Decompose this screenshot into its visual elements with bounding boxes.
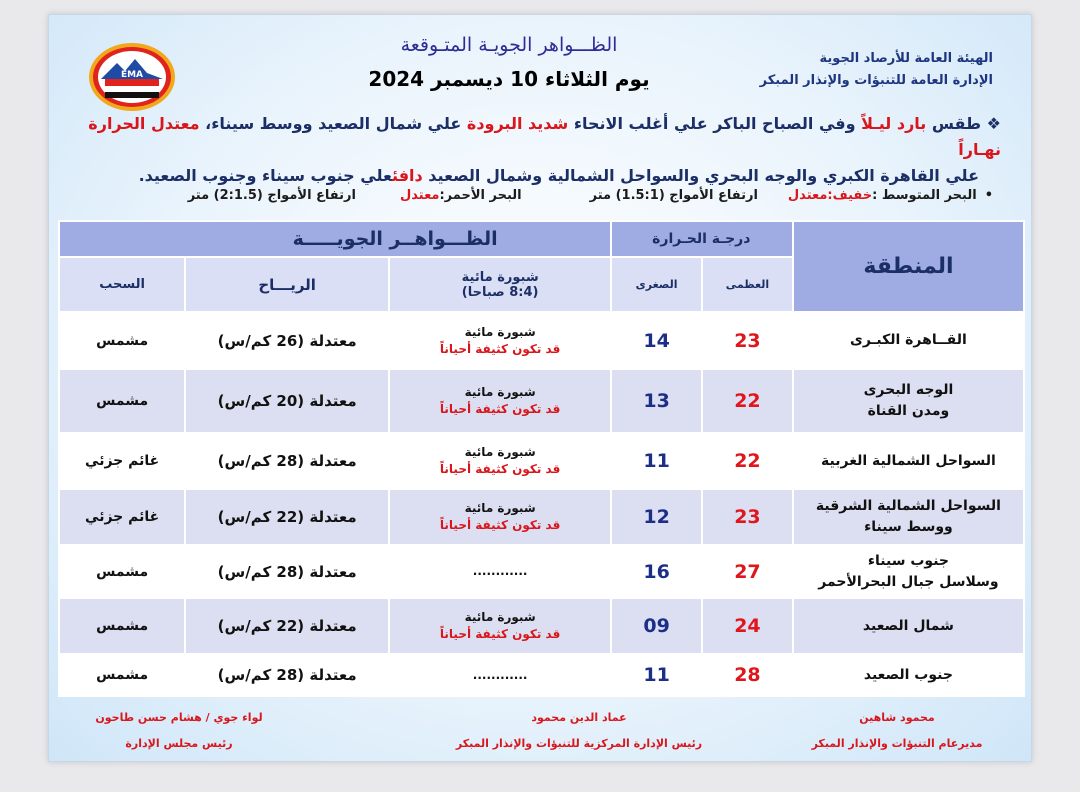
max-temp-cell: 22 — [702, 433, 793, 489]
forecast-sheet — [48, 14, 1032, 762]
fog-cell — [389, 545, 611, 598]
signatory-name: عماد الدين محمود — [531, 711, 627, 724]
region-cell — [793, 489, 1024, 545]
wind-cell: معتدلة (28 كم/س) — [185, 545, 389, 598]
table-row — [59, 369, 1024, 433]
weather-summary — [81, 111, 1001, 189]
cloud-cell: مشمس — [59, 598, 185, 654]
wind-cell: معتدلة (22 كم/س) — [185, 598, 389, 654]
med-sea-state: خفيف:معتدل — [787, 188, 873, 203]
summary-highlight: دافئ — [392, 166, 423, 185]
fog-text: شبورة مائية — [464, 501, 536, 515]
table-row — [59, 312, 1024, 369]
org-department: الإدارة العامة للتنبؤات والإنذار المبكر — [759, 73, 993, 88]
signature-right — [777, 705, 1017, 757]
med-sea-label: البحر المتوسط : — [872, 188, 977, 203]
fog-text: شبورة مائية — [464, 324, 536, 339]
region-name: القــاهرة الكبـرى — [850, 332, 967, 348]
fog-header — [389, 257, 611, 312]
region-name: شمال الصعيد — [862, 617, 954, 634]
phenomena-header: الظـــواهــر الجويـــــة — [59, 221, 611, 257]
min-temp-header: الصغرى — [611, 257, 702, 312]
table-row — [59, 489, 1024, 545]
fog-text: ............ — [472, 564, 528, 578]
table-row — [59, 598, 1024, 654]
fog-cell — [389, 433, 611, 489]
summary-line-2 — [81, 163, 1001, 189]
region-cell — [793, 369, 1024, 433]
forecast-table — [58, 220, 1025, 697]
wind-header: الريـــاح — [185, 257, 389, 312]
region-name: جنوب الصعيد — [863, 666, 953, 683]
temperature-header: درجـة الحـرارة — [611, 221, 793, 257]
sea-state-line — [73, 188, 993, 203]
fog-note: قد تكون كثيفة أحياناً — [439, 341, 561, 356]
min-temp-cell: 11 — [611, 433, 702, 489]
min-temp-cell: 09 — [611, 598, 702, 654]
table-row — [59, 545, 1024, 598]
region-cell — [793, 312, 1024, 369]
signatory-name: محمود شاهين — [859, 711, 935, 724]
red-sea-label: البحر الأحمر: — [439, 188, 522, 203]
region-name: الوجه البحرى — [863, 382, 954, 398]
organization-block — [693, 48, 993, 92]
region-name-2: ووسط سيناء — [864, 519, 953, 535]
fog-cell — [389, 369, 611, 433]
table-row — [59, 433, 1024, 489]
fog-text: شبورة مائية — [464, 385, 536, 399]
region-name-2: ومدن القناة — [867, 403, 950, 419]
max-temp-cell: 27 — [702, 545, 793, 598]
region-name: السواحل الشمالية الغربية — [821, 452, 996, 469]
region-name: السواحل الشمالية الشرقية — [815, 498, 1001, 514]
fog-note: قد تكون كثيفة أحياناً — [439, 627, 561, 641]
min-temp-cell: 12 — [611, 489, 702, 545]
org-name: الهيئة العامة للأرصاد الجوية — [819, 51, 993, 66]
fog-note: قد تكون كثيفة أحياناً — [439, 518, 561, 532]
summary-text: علي شمال الصعيد ووسط سيناء، — [199, 114, 467, 133]
logo-text: EMA — [120, 70, 144, 80]
summary-line-1 — [81, 111, 1001, 163]
cloud-cell: مشمس — [59, 545, 185, 598]
region-name: جنوب سيناء — [867, 552, 949, 569]
min-temp-cell: 16 — [611, 545, 702, 598]
min-temp-cell: 14 — [611, 312, 702, 369]
signature-left — [79, 705, 279, 757]
red-sea-state: معتدل — [399, 188, 440, 203]
min-temp-cell: 11 — [611, 654, 702, 696]
cloud-cell: غائم جزئي — [59, 433, 185, 489]
wind-cell: معتدلة (22 كم/س) — [185, 489, 389, 545]
summary-highlight: بارد ليـلاً — [861, 114, 927, 133]
ema-logo-icon — [87, 41, 177, 113]
min-temp-cell: 13 — [611, 369, 702, 433]
fog-cell — [389, 489, 611, 545]
region-cell — [793, 545, 1024, 598]
region-cell — [793, 433, 1024, 489]
max-temp-cell: 28 — [702, 654, 793, 696]
signature-middle — [419, 705, 739, 757]
red-sea-waves: ارتفاع الأمواج (2:1.5) متر — [187, 188, 356, 203]
wind-cell: معتدلة (26 كم/س) — [185, 312, 389, 369]
signatory-title: رئيس الإدارة المركزية للتنبؤات والإنذار المبكر — [455, 737, 703, 750]
signatory-name: لواء جوي / هشام حسن طاحون — [95, 711, 263, 724]
signatory-title: مديرعام التنبؤات والإنذار المبكر — [811, 737, 983, 750]
summary-highlight: معتدل الحرارة نهـاراً — [88, 114, 1001, 159]
fog-text: ............ — [472, 667, 528, 682]
fog-text: شبورة مائية — [464, 610, 536, 624]
max-temp-cell: 23 — [702, 489, 793, 545]
page-title: الظـــواهر الجويـة المتـوقعة — [400, 34, 618, 56]
region-cell — [793, 654, 1024, 696]
fog-cell — [389, 654, 611, 696]
diamond-bullet-icon: ❖ — [986, 114, 1001, 133]
max-temp-cell: 22 — [702, 369, 793, 433]
fog-cell — [389, 598, 611, 654]
cloud-cell: مشمس — [59, 312, 185, 369]
wind-cell: معتدلة (28 كم/س) — [185, 433, 389, 489]
region-cell — [793, 598, 1024, 654]
region-header: المنطقة — [793, 221, 1024, 312]
round-bullet-icon: • — [984, 188, 993, 203]
fog-header-time: (8:4 صباحا) — [461, 284, 539, 300]
med-sea-waves: ارتفاع الأمواج (1.5:1) متر — [589, 188, 758, 203]
table-row — [59, 654, 1024, 696]
fog-note: قد تكون كثيفة أحياناً — [439, 402, 561, 416]
max-temp-cell: 24 — [702, 598, 793, 654]
wind-cell: معتدلة (28 كم/س) — [185, 654, 389, 696]
fog-header-title: شبورة مائية — [461, 269, 539, 285]
region-name-2: وسلاسل جبال البحرالأحمر — [818, 573, 999, 590]
wind-cell: معتدلة (20 كم/س) — [185, 369, 389, 433]
cloud-cell: مشمس — [59, 369, 185, 433]
cloud-cell: مشمس — [59, 654, 185, 696]
max-temp-header: العظمى — [702, 257, 793, 312]
summary-highlight: شديد البرودة — [466, 114, 569, 133]
forecast-date: يوم الثلاثاء 10 ديسمبر 2024 — [368, 67, 650, 91]
summary-text: علي جنوب سيناء وجنوب الصعيد. — [138, 166, 393, 185]
fog-note: قد تكون كثيفة أحياناً — [439, 462, 561, 476]
fog-cell — [389, 312, 611, 369]
summary-text: طقس — [926, 114, 982, 133]
cloud-header: السحب — [59, 257, 185, 312]
cloud-cell: غائم جزئي — [59, 489, 185, 545]
signatory-title: رئيس مجلس الإدارة — [125, 737, 233, 750]
summary-text: وفي الصباح الباكر علي أغلب الانحاء — [568, 114, 862, 133]
summary-text: علي القاهرة الكبري والوجه البحري والسواحل الشمالية وشمال الصعيد — [422, 166, 979, 185]
max-temp-cell: 23 — [702, 312, 793, 369]
fog-text: شبورة مائية — [464, 445, 536, 459]
